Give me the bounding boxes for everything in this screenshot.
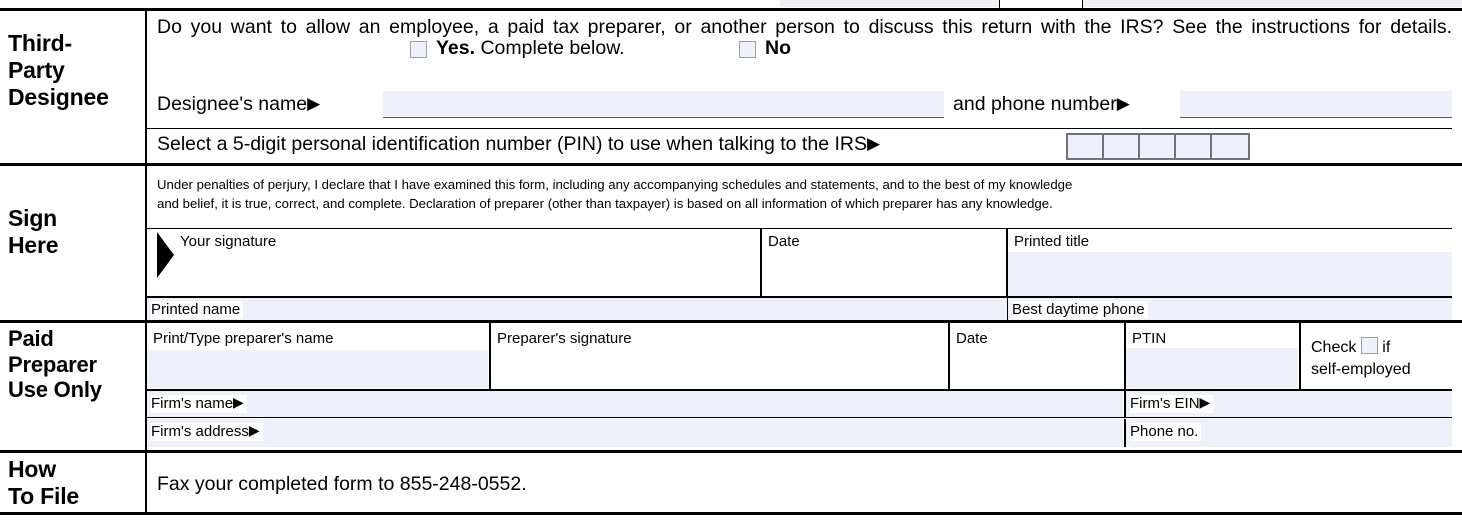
designee-name-label-group xyxy=(157,92,320,118)
firm-name-label-group xyxy=(151,395,247,413)
perjury-statement-line-1: Under penalties of perjury, I declare that I have examined this form, including any accompanying schedules and statements, and to the best of my knowledge xyxy=(157,177,1073,192)
firm-ein-arrow-icon: ▶ xyxy=(1199,394,1211,410)
preparer-ptin-label: PTIN xyxy=(1132,330,1167,347)
rule-top xyxy=(0,8,1462,11)
pin-arrow-icon: ▶ xyxy=(866,134,881,153)
paid-preparer-stub-line-3: Use Only xyxy=(8,377,102,403)
how-to-file-instruction: Fax your completed form to 855-248-0552. xyxy=(157,473,527,495)
pin-digit-box[interactable] xyxy=(1068,135,1104,158)
self-employed-line2: self-employed xyxy=(1311,360,1411,378)
firm-address-label: Firm's address xyxy=(151,423,249,440)
rule-after-third-party xyxy=(0,163,1462,166)
rule-after-sign-here xyxy=(0,320,1462,323)
self-employed-group xyxy=(1311,337,1411,380)
preparer-ptin-field[interactable] xyxy=(1126,348,1298,388)
section-label-paid-preparer xyxy=(8,326,140,403)
pin-digit-box[interactable] xyxy=(1212,135,1248,158)
paid-preparer-stub-line-1: Paid xyxy=(8,326,54,351)
perjury-statement-line-2: and belief, it is true, correct, and complete. Declaration of preparer (other than taxpayer) is based on all information of which preparer has any knowledge. xyxy=(157,196,1053,211)
how-to-file-stub-line-1: How xyxy=(8,456,56,482)
firm-address-label-group xyxy=(151,423,263,441)
sign-here-date-field[interactable] xyxy=(762,254,1005,296)
third-party-stub-line-1: Third- xyxy=(8,30,72,56)
your-signature-label: Your signature xyxy=(180,233,277,250)
designee-name-underline xyxy=(383,117,944,118)
best-daytime-phone-label: Best daytime phone xyxy=(1012,301,1148,319)
pin-input-group[interactable] xyxy=(1066,133,1250,160)
firm-name-label: Firm's name xyxy=(151,395,234,412)
section-label-sign-here xyxy=(8,205,140,259)
rule-after-paid-preparer xyxy=(0,450,1462,453)
pin-digit-box[interactable] xyxy=(1104,135,1140,158)
top-partial-divider-a xyxy=(999,0,1000,8)
printed-name-field[interactable] xyxy=(147,298,1007,320)
rule-above-firm-address-row xyxy=(147,417,1452,418)
rule-bottom xyxy=(0,512,1462,515)
pin-label-group xyxy=(157,132,880,158)
firm-address-arrow-icon: ▶ xyxy=(248,422,260,438)
preparer-name-field[interactable] xyxy=(147,350,488,388)
preparer-date-field[interactable] xyxy=(950,350,1123,388)
section-label-third-party xyxy=(8,30,140,111)
designee-phone-underline xyxy=(1180,117,1452,118)
third-party-yes-checkbox[interactable] xyxy=(410,41,427,58)
pin-digit-box[interactable] xyxy=(1140,135,1176,158)
designee-phone-label-group xyxy=(953,92,1130,118)
printed-title-field[interactable] xyxy=(1008,252,1452,296)
top-partial-divider-b xyxy=(1082,0,1083,8)
self-employed-checkbox[interactable] xyxy=(1361,337,1378,354)
rule-above-pin xyxy=(147,128,1452,129)
top-partial-row-fill-left xyxy=(780,0,1000,7)
stub-divider-third-party xyxy=(145,11,147,163)
preparer-signature-field[interactable] xyxy=(491,350,947,388)
printed-title-label: Printed title xyxy=(1014,233,1090,250)
designee-phone-field[interactable] xyxy=(1180,91,1452,117)
top-partial-row-fill-right xyxy=(1083,0,1462,7)
designee-name-arrow-icon: ▶ xyxy=(307,94,321,113)
designee-phone-arrow-icon: ▶ xyxy=(1116,94,1130,113)
pin-label: Select a 5-digit personal identification number (PIN) to use when talking to the IRS xyxy=(157,133,867,155)
sign-here-date-label: Date xyxy=(768,233,800,250)
third-party-stub-line-3: Designee xyxy=(8,83,109,110)
firm-name-field[interactable] xyxy=(147,391,1123,417)
preparer-phone-label: Phone no. xyxy=(1130,423,1201,441)
third-party-question xyxy=(157,15,1452,41)
third-party-no-label: No xyxy=(765,37,791,59)
self-employed-suffix: if xyxy=(1382,339,1391,356)
designee-phone-label: and phone number xyxy=(953,93,1117,115)
pin-digit-box[interactable] xyxy=(1176,135,1212,158)
third-party-stub-line-2: Party xyxy=(8,56,65,83)
firm-name-arrow-icon: ▶ xyxy=(233,394,244,410)
firm-ein-label-group xyxy=(1130,395,1213,413)
rule-above-signature-row xyxy=(147,228,1452,229)
third-party-question-text: Do you want to allow an employee, a paid tax preparer, or another person to discuss this return with the IRS? See the instructions for details. xyxy=(157,16,1452,38)
your-signature-field[interactable] xyxy=(180,254,758,296)
designee-name-field[interactable] xyxy=(383,91,944,117)
designee-name-label: Designee's name xyxy=(157,93,308,115)
third-party-no-checkbox[interactable] xyxy=(739,41,756,58)
self-employed-prefix: Check xyxy=(1311,339,1357,356)
printed-name-label: Printed name xyxy=(151,301,243,319)
preparer-date-label: Date xyxy=(956,330,988,347)
preparer-signature-label: Preparer's signature xyxy=(497,330,632,347)
firm-address-field[interactable] xyxy=(147,419,1123,447)
signature-pointer-icon xyxy=(157,232,174,278)
sign-here-stub-line-2: Here xyxy=(8,231,59,258)
firm-ein-label: Firm's EIN xyxy=(1130,395,1200,412)
third-party-yes-label-group xyxy=(436,36,625,62)
how-to-file-stub-line-2: To File xyxy=(8,482,80,509)
divider-preparer-ptin-selfemployed xyxy=(1299,323,1301,389)
sign-here-stub-line-1: Sign xyxy=(8,205,58,231)
section-label-how-to-file xyxy=(8,456,140,510)
preparer-name-label: Print/Type preparer's name xyxy=(153,330,334,347)
third-party-yes-suffix: Complete below. xyxy=(480,37,625,59)
stub-divider-how-to-file xyxy=(145,453,147,512)
third-party-yes-label: Yes. xyxy=(436,37,476,59)
paid-preparer-stub-line-2: Preparer xyxy=(8,351,97,377)
